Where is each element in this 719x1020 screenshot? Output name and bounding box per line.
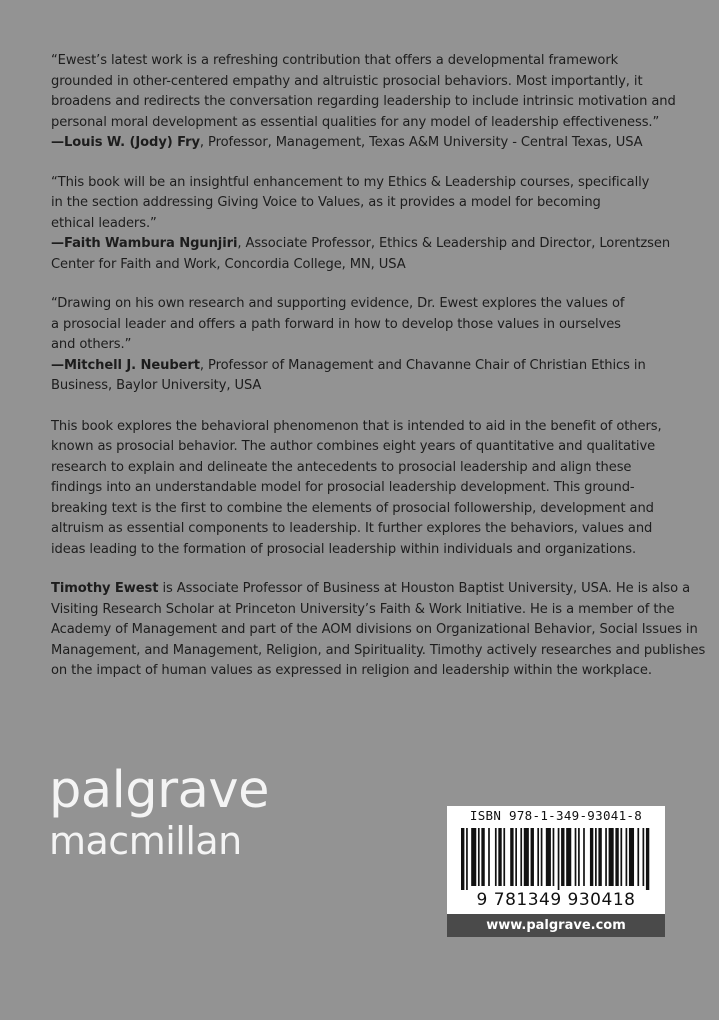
barcode-bar [626, 828, 628, 886]
quote-line: ethical leaders.” [51, 215, 157, 231]
endorsement-1 [51, 51, 676, 154]
barcode-bar [488, 828, 490, 886]
quote-line: grounded in other-centered empathy and altruistic prosocial behaviors. Most importantly, it [51, 73, 643, 89]
barcode [447, 806, 665, 914]
author-name: Timothy Ewest [51, 581, 159, 596]
attribution-name: —Faith Wambura Ngunjiri [51, 236, 238, 251]
barcode-bar [537, 828, 539, 886]
barcode-bar [531, 828, 534, 886]
attribution [51, 356, 671, 377]
attribution-title: , Associate Professor, Ethics & Leadership and Director, Lorentzsen [237, 236, 671, 251]
barcode-bar [495, 828, 497, 886]
barcode-bar [498, 828, 501, 886]
barcode-bar [598, 828, 601, 886]
description-line: known as prosocial behavior. The author combines eight years of quantitative and qualitative [51, 439, 656, 454]
barcode-bar [553, 828, 555, 886]
quote-line: “This book will be an insightful enhancement to my Ethics & Leadership courses, specifically [51, 174, 650, 190]
bio-line: Academy of Management and part of the AOM divisions on Organizational Behavior, Social Issues in [51, 622, 698, 637]
bio-line [51, 579, 690, 600]
author-bio [51, 579, 706, 682]
attribution [51, 234, 671, 255]
barcode-bar [590, 828, 593, 886]
attribution-title: Center for Faith and Work, Concordia College, MN, USA [51, 256, 406, 272]
back-cover-text [51, 51, 706, 701]
quote-line: and others.” [51, 337, 132, 352]
barcode-bar [615, 828, 618, 886]
bio-line: Visiting Research Scholar at Princeton University’s Faith & Work Initiative. He is a member of the [51, 601, 675, 617]
barcode-bar [578, 828, 580, 886]
barcode-bar [461, 828, 464, 890]
barcode-bar [546, 828, 551, 886]
barcode-bar [558, 828, 560, 890]
endorsement-2 [51, 173, 671, 276]
barcode-bar [515, 828, 517, 886]
bio-line: on the impact of human values as expressed in religion and leadership within the workplace. [51, 663, 652, 678]
barcode-bars [461, 828, 651, 890]
barcode-bar [566, 828, 571, 886]
quote-line: “Drawing on his own research and supporting evidence, Dr. Ewest explores the values of [51, 296, 625, 311]
attribution-title: Business, Baylor University, USA [51, 378, 262, 393]
barcode-bar [481, 828, 484, 886]
description-line: findings into an understandable model for prosocial leadership development. This ground- [51, 480, 635, 495]
barcode-bar [466, 828, 468, 890]
barcode-bar [620, 828, 622, 886]
description-line: breaking text is the first to combine the elements of prosocial followership, development and [51, 500, 654, 516]
publisher-logo [49, 761, 269, 864]
book-description [51, 417, 671, 561]
attribution [51, 133, 671, 154]
barcode-bar [637, 828, 639, 886]
description-line: ideas leading to the formation of prosocial leadership within individuals and organizations. [51, 541, 636, 557]
bio-text: is Associate Professor of Business at Houston Baptist University, USA. He is also a [158, 581, 690, 596]
attribution-title: , Professor of Management and Chavanne Chair of Christian Ethics in [199, 357, 646, 373]
attribution-name: —Louis W. (Jody) Fry [51, 135, 200, 150]
isbn-label: ISBN 978-1-349-93041-8 [469, 808, 643, 823]
barcode-bar [524, 828, 529, 886]
logo-line-palgrave: palgrave [49, 761, 269, 820]
logo-line-macmillan: macmillan [49, 819, 242, 863]
barcode-bar [541, 828, 543, 886]
barcode-bar [609, 828, 614, 886]
description-line: altruism as essential components to leadership. It further explores the behaviors, values and [51, 521, 653, 536]
endorsement-3 [51, 294, 671, 397]
quote-line: “Ewest’s latest work is a refreshing contribution that offers a developmental framework [51, 53, 619, 68]
barcode-bar [561, 828, 564, 886]
attribution-name: —Mitchell J. Neubert [51, 357, 200, 373]
barcode-bar [520, 828, 522, 886]
barcode-bar [629, 828, 634, 886]
attribution-title: , Professor, Management, Texas A&M University - Central Texas, USA [199, 135, 643, 150]
bio-line: Management, and Management, Religion, and Spirituality. Timothy actively researches and publishes [51, 642, 706, 658]
barcode-bar [471, 828, 476, 886]
publisher-url: www.palgrave.com [447, 914, 665, 937]
quote-line: in the section addressing Giving Voice to Values, as it provides a model for becoming [51, 195, 601, 210]
barcode-bar [503, 828, 505, 886]
description-line: This book explores the behavioral phenomenon that is intended to aid in the benefit of others, [51, 418, 662, 434]
barcode-bar [595, 828, 597, 886]
description-line: research to explain and delineate the antecedents to prosocial leadership and align these [51, 459, 632, 475]
barcode-bar [510, 828, 513, 886]
quote-line: a prosocial leader and offers a path forward in how to develop those values in ourselves [51, 316, 621, 332]
barcode-bar [646, 828, 649, 890]
quote-line: broadens and redirects the conversation regarding leadership to include intrinsic motivation and [51, 94, 676, 109]
isbn-digits: 9 781349 930418 [476, 890, 636, 910]
barcode-bar [643, 828, 645, 886]
barcode-bar [575, 828, 577, 886]
barcode-bar [605, 828, 607, 886]
quote-line: personal moral development as essential qualities for any model of leadership effectiveness.” [51, 114, 660, 130]
barcode-bar [478, 828, 480, 886]
barcode-bar [583, 828, 585, 886]
